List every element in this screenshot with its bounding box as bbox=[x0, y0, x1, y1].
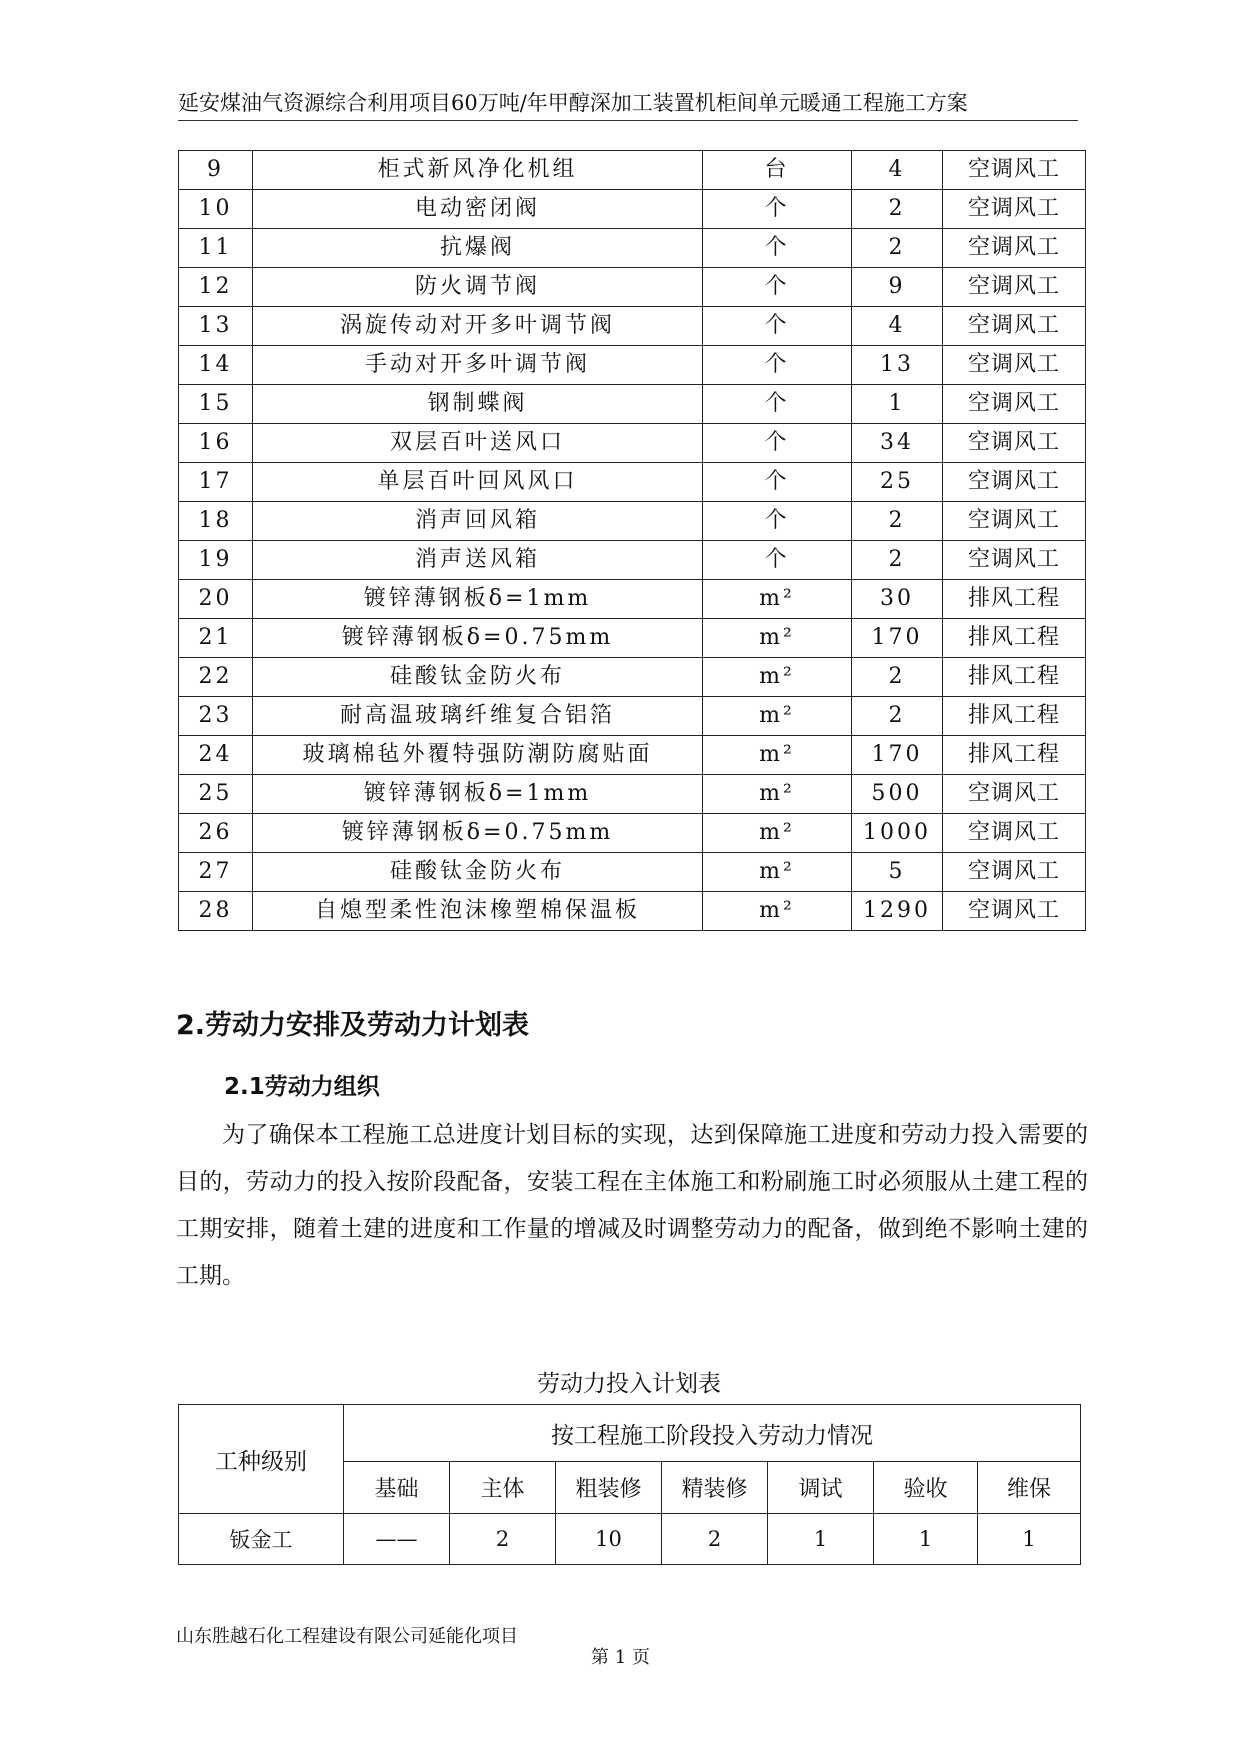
item-name-cell: 防火调节阀 bbox=[253, 268, 703, 307]
unit-cell: m² bbox=[703, 892, 852, 931]
unit-cell: 个 bbox=[703, 463, 852, 502]
quantity-cell: 2 bbox=[852, 502, 943, 541]
remark-cell: 排风工程 bbox=[943, 619, 1086, 658]
table-row bbox=[179, 541, 1086, 580]
remark-cell: 排风工程 bbox=[943, 580, 1086, 619]
row-number-cell: 24 bbox=[179, 736, 253, 775]
labor-row bbox=[179, 1514, 1081, 1565]
unit-cell: 个 bbox=[703, 541, 852, 580]
quantity-cell: 30 bbox=[852, 580, 943, 619]
unit-cell: 个 bbox=[703, 502, 852, 541]
item-name-cell: 耐高温玻璃纤维复合铝箔 bbox=[253, 697, 703, 736]
row-number-cell: 9 bbox=[179, 151, 253, 190]
remark-cell: 空调风工 bbox=[943, 190, 1086, 229]
remark-cell: 空调风工 bbox=[943, 853, 1086, 892]
table-row bbox=[179, 424, 1086, 463]
unit-cell: 台 bbox=[703, 151, 852, 190]
row-number-cell: 17 bbox=[179, 463, 253, 502]
row-number-cell: 16 bbox=[179, 424, 253, 463]
labor-count-cell: 2 bbox=[450, 1514, 556, 1565]
table-row bbox=[179, 190, 1086, 229]
item-name-cell: 双层百叶送风口 bbox=[253, 424, 703, 463]
remark-cell: 空调风工 bbox=[943, 502, 1086, 541]
table-row bbox=[179, 736, 1086, 775]
remark-cell: 空调风工 bbox=[943, 385, 1086, 424]
item-name-cell: 消声送风箱 bbox=[253, 541, 703, 580]
labor-count-cell: 1 bbox=[978, 1514, 1081, 1565]
quantity-cell: 9 bbox=[852, 268, 943, 307]
row-number-cell: 15 bbox=[179, 385, 253, 424]
unit-cell: 个 bbox=[703, 346, 852, 385]
stage-header-cell: 精装修 bbox=[662, 1462, 768, 1514]
remark-cell: 排风工程 bbox=[943, 736, 1086, 775]
table-row bbox=[179, 229, 1086, 268]
remark-cell: 空调风工 bbox=[943, 151, 1086, 190]
page-header bbox=[178, 86, 1078, 121]
equipment-table-body bbox=[179, 151, 1086, 931]
item-name-cell: 单层百叶回风风口 bbox=[253, 463, 703, 502]
item-name-cell: 硅酸钛金防火布 bbox=[253, 853, 703, 892]
quantity-cell: 4 bbox=[852, 151, 943, 190]
labor-header-row bbox=[179, 1405, 1081, 1462]
trade-level-header: 工种级别 bbox=[179, 1405, 344, 1514]
unit-cell: 个 bbox=[703, 385, 852, 424]
quantity-cell: 170 bbox=[852, 619, 943, 658]
table-row bbox=[179, 346, 1086, 385]
stage-header-cell: 主体 bbox=[450, 1462, 556, 1514]
unit-cell: m² bbox=[703, 580, 852, 619]
stage-header-cell: 粗装修 bbox=[556, 1462, 662, 1514]
footer-company: 山东胜越石化工程建设有限公司延能化项目 bbox=[176, 1626, 518, 1647]
trade-cell: 钣金工 bbox=[179, 1514, 344, 1565]
labor-count-cell: 1 bbox=[874, 1514, 978, 1565]
quantity-cell: 1 bbox=[852, 385, 943, 424]
table-row bbox=[179, 658, 1086, 697]
stage-group-header: 按工程施工阶段投入劳动力情况 bbox=[344, 1405, 1081, 1462]
item-name-cell: 涡旋传动对开多叶调节阀 bbox=[253, 307, 703, 346]
item-name-cell: 硅酸钛金防火布 bbox=[253, 658, 703, 697]
unit-cell: m² bbox=[703, 619, 852, 658]
labor-count-cell: 2 bbox=[662, 1514, 768, 1565]
body-paragraph: 为了确保本工程施工总进度计划目标的实现，达到保障施工进度和劳动力投入需要的目的，劳动力的投入按阶段配备，安装工程在主体施工和粉刷施工时必须服从土建工程的工期安排，随着土建的进度和工作量的增减及时调整劳动力的配备，做到绝不影响土建的工期。 bbox=[176, 1122, 1088, 1289]
item-name-cell: 镀锌薄钢板δ=0.75mm bbox=[253, 619, 703, 658]
table-row bbox=[179, 502, 1086, 541]
quantity-cell: 500 bbox=[852, 775, 943, 814]
item-name-cell: 镀锌薄钢板δ=0.75mm bbox=[253, 814, 703, 853]
unit-cell: 个 bbox=[703, 229, 852, 268]
table-row bbox=[179, 892, 1086, 931]
quantity-cell: 34 bbox=[852, 424, 943, 463]
remark-cell: 排风工程 bbox=[943, 658, 1086, 697]
row-number-cell: 22 bbox=[179, 658, 253, 697]
row-number-cell: 21 bbox=[179, 619, 253, 658]
labor-count-cell: 10 bbox=[556, 1514, 662, 1565]
unit-cell: m² bbox=[703, 736, 852, 775]
subsection-title: 2.1劳动力组织 bbox=[224, 1074, 380, 1100]
item-name-cell: 抗爆阀 bbox=[253, 229, 703, 268]
unit-cell: m² bbox=[703, 853, 852, 892]
labor-count-cell: 1 bbox=[768, 1514, 874, 1565]
table-row bbox=[179, 619, 1086, 658]
document-title: 延安煤油气资源综合利用项目60万吨/年甲醇深加工装置机柜间单元暖通工程施工方案 bbox=[178, 91, 968, 115]
row-number-cell: 20 bbox=[179, 580, 253, 619]
labor-table-body bbox=[179, 1405, 1081, 1565]
row-number-cell: 13 bbox=[179, 307, 253, 346]
row-number-cell: 19 bbox=[179, 541, 253, 580]
item-name-cell: 玻璃棉毡外覆特强防潮防腐贴面 bbox=[253, 736, 703, 775]
unit-cell: 个 bbox=[703, 268, 852, 307]
quantity-cell: 4 bbox=[852, 307, 943, 346]
table-row bbox=[179, 814, 1086, 853]
item-name-cell: 手动对开多叶调节阀 bbox=[253, 346, 703, 385]
table-row bbox=[179, 463, 1086, 502]
row-number-cell: 11 bbox=[179, 229, 253, 268]
quantity-cell: 1000 bbox=[852, 814, 943, 853]
row-number-cell: 25 bbox=[179, 775, 253, 814]
stage-header-cell: 调试 bbox=[768, 1462, 874, 1514]
row-number-cell: 27 bbox=[179, 853, 253, 892]
table-row bbox=[179, 268, 1086, 307]
remark-cell: 排风工程 bbox=[943, 697, 1086, 736]
table-row bbox=[179, 385, 1086, 424]
remark-cell: 空调风工 bbox=[943, 541, 1086, 580]
row-number-cell: 14 bbox=[179, 346, 253, 385]
row-number-cell: 28 bbox=[179, 892, 253, 931]
remark-cell: 空调风工 bbox=[943, 775, 1086, 814]
remark-cell: 空调风工 bbox=[943, 892, 1086, 931]
table-row bbox=[179, 853, 1086, 892]
quantity-cell: 170 bbox=[852, 736, 943, 775]
quantity-cell: 5 bbox=[852, 853, 943, 892]
unit-cell: 个 bbox=[703, 307, 852, 346]
quantity-cell: 2 bbox=[852, 190, 943, 229]
unit-cell: 个 bbox=[703, 190, 852, 229]
quantity-cell: 2 bbox=[852, 229, 943, 268]
remark-cell: 空调风工 bbox=[943, 424, 1086, 463]
labor-table-caption: 劳动力投入计划表 bbox=[537, 1371, 721, 1397]
table-row bbox=[179, 151, 1086, 190]
item-name-cell: 电动密闭阀 bbox=[253, 190, 703, 229]
unit-cell: m² bbox=[703, 814, 852, 853]
remark-cell: 空调风工 bbox=[943, 307, 1086, 346]
quantity-cell: 13 bbox=[852, 346, 943, 385]
stage-header-cell: 维保 bbox=[978, 1462, 1081, 1514]
equipment-table bbox=[178, 150, 1086, 931]
item-name-cell: 镀锌薄钢板δ=1mm bbox=[253, 775, 703, 814]
item-name-cell: 钢制蝶阀 bbox=[253, 385, 703, 424]
table-row bbox=[179, 580, 1086, 619]
remark-cell: 空调风工 bbox=[943, 229, 1086, 268]
remark-cell: 空调风工 bbox=[943, 268, 1086, 307]
row-number-cell: 23 bbox=[179, 697, 253, 736]
quantity-cell: 25 bbox=[852, 463, 943, 502]
row-number-cell: 26 bbox=[179, 814, 253, 853]
item-name-cell: 柜式新风净化机组 bbox=[253, 151, 703, 190]
item-name-cell: 消声回风箱 bbox=[253, 502, 703, 541]
unit-cell: 个 bbox=[703, 424, 852, 463]
unit-cell: m² bbox=[703, 775, 852, 814]
page-number: 第 1 页 bbox=[591, 1647, 650, 1668]
labor-plan-table bbox=[178, 1404, 1081, 1565]
table-row bbox=[179, 775, 1086, 814]
stage-header-cell: 基础 bbox=[344, 1462, 450, 1514]
table-row bbox=[179, 697, 1086, 736]
table-row bbox=[179, 307, 1086, 346]
stage-header-cell: 验收 bbox=[874, 1462, 978, 1514]
quantity-cell: 1290 bbox=[852, 892, 943, 931]
remark-cell: 空调风工 bbox=[943, 346, 1086, 385]
quantity-cell: 2 bbox=[852, 658, 943, 697]
row-number-cell: 18 bbox=[179, 502, 253, 541]
quantity-cell: 2 bbox=[852, 541, 943, 580]
labor-count-cell: —— bbox=[344, 1514, 450, 1565]
row-number-cell: 10 bbox=[179, 190, 253, 229]
unit-cell: m² bbox=[703, 697, 852, 736]
remark-cell: 空调风工 bbox=[943, 463, 1086, 502]
row-number-cell: 12 bbox=[179, 268, 253, 307]
item-name-cell: 自熄型柔性泡沫橡塑棉保温板 bbox=[253, 892, 703, 931]
section-title: 2.劳动力安排及劳动力计划表 bbox=[176, 1010, 530, 1041]
remark-cell: 空调风工 bbox=[943, 814, 1086, 853]
item-name-cell: 镀锌薄钢板δ=1mm bbox=[253, 580, 703, 619]
quantity-cell: 2 bbox=[852, 697, 943, 736]
unit-cell: m² bbox=[703, 658, 852, 697]
